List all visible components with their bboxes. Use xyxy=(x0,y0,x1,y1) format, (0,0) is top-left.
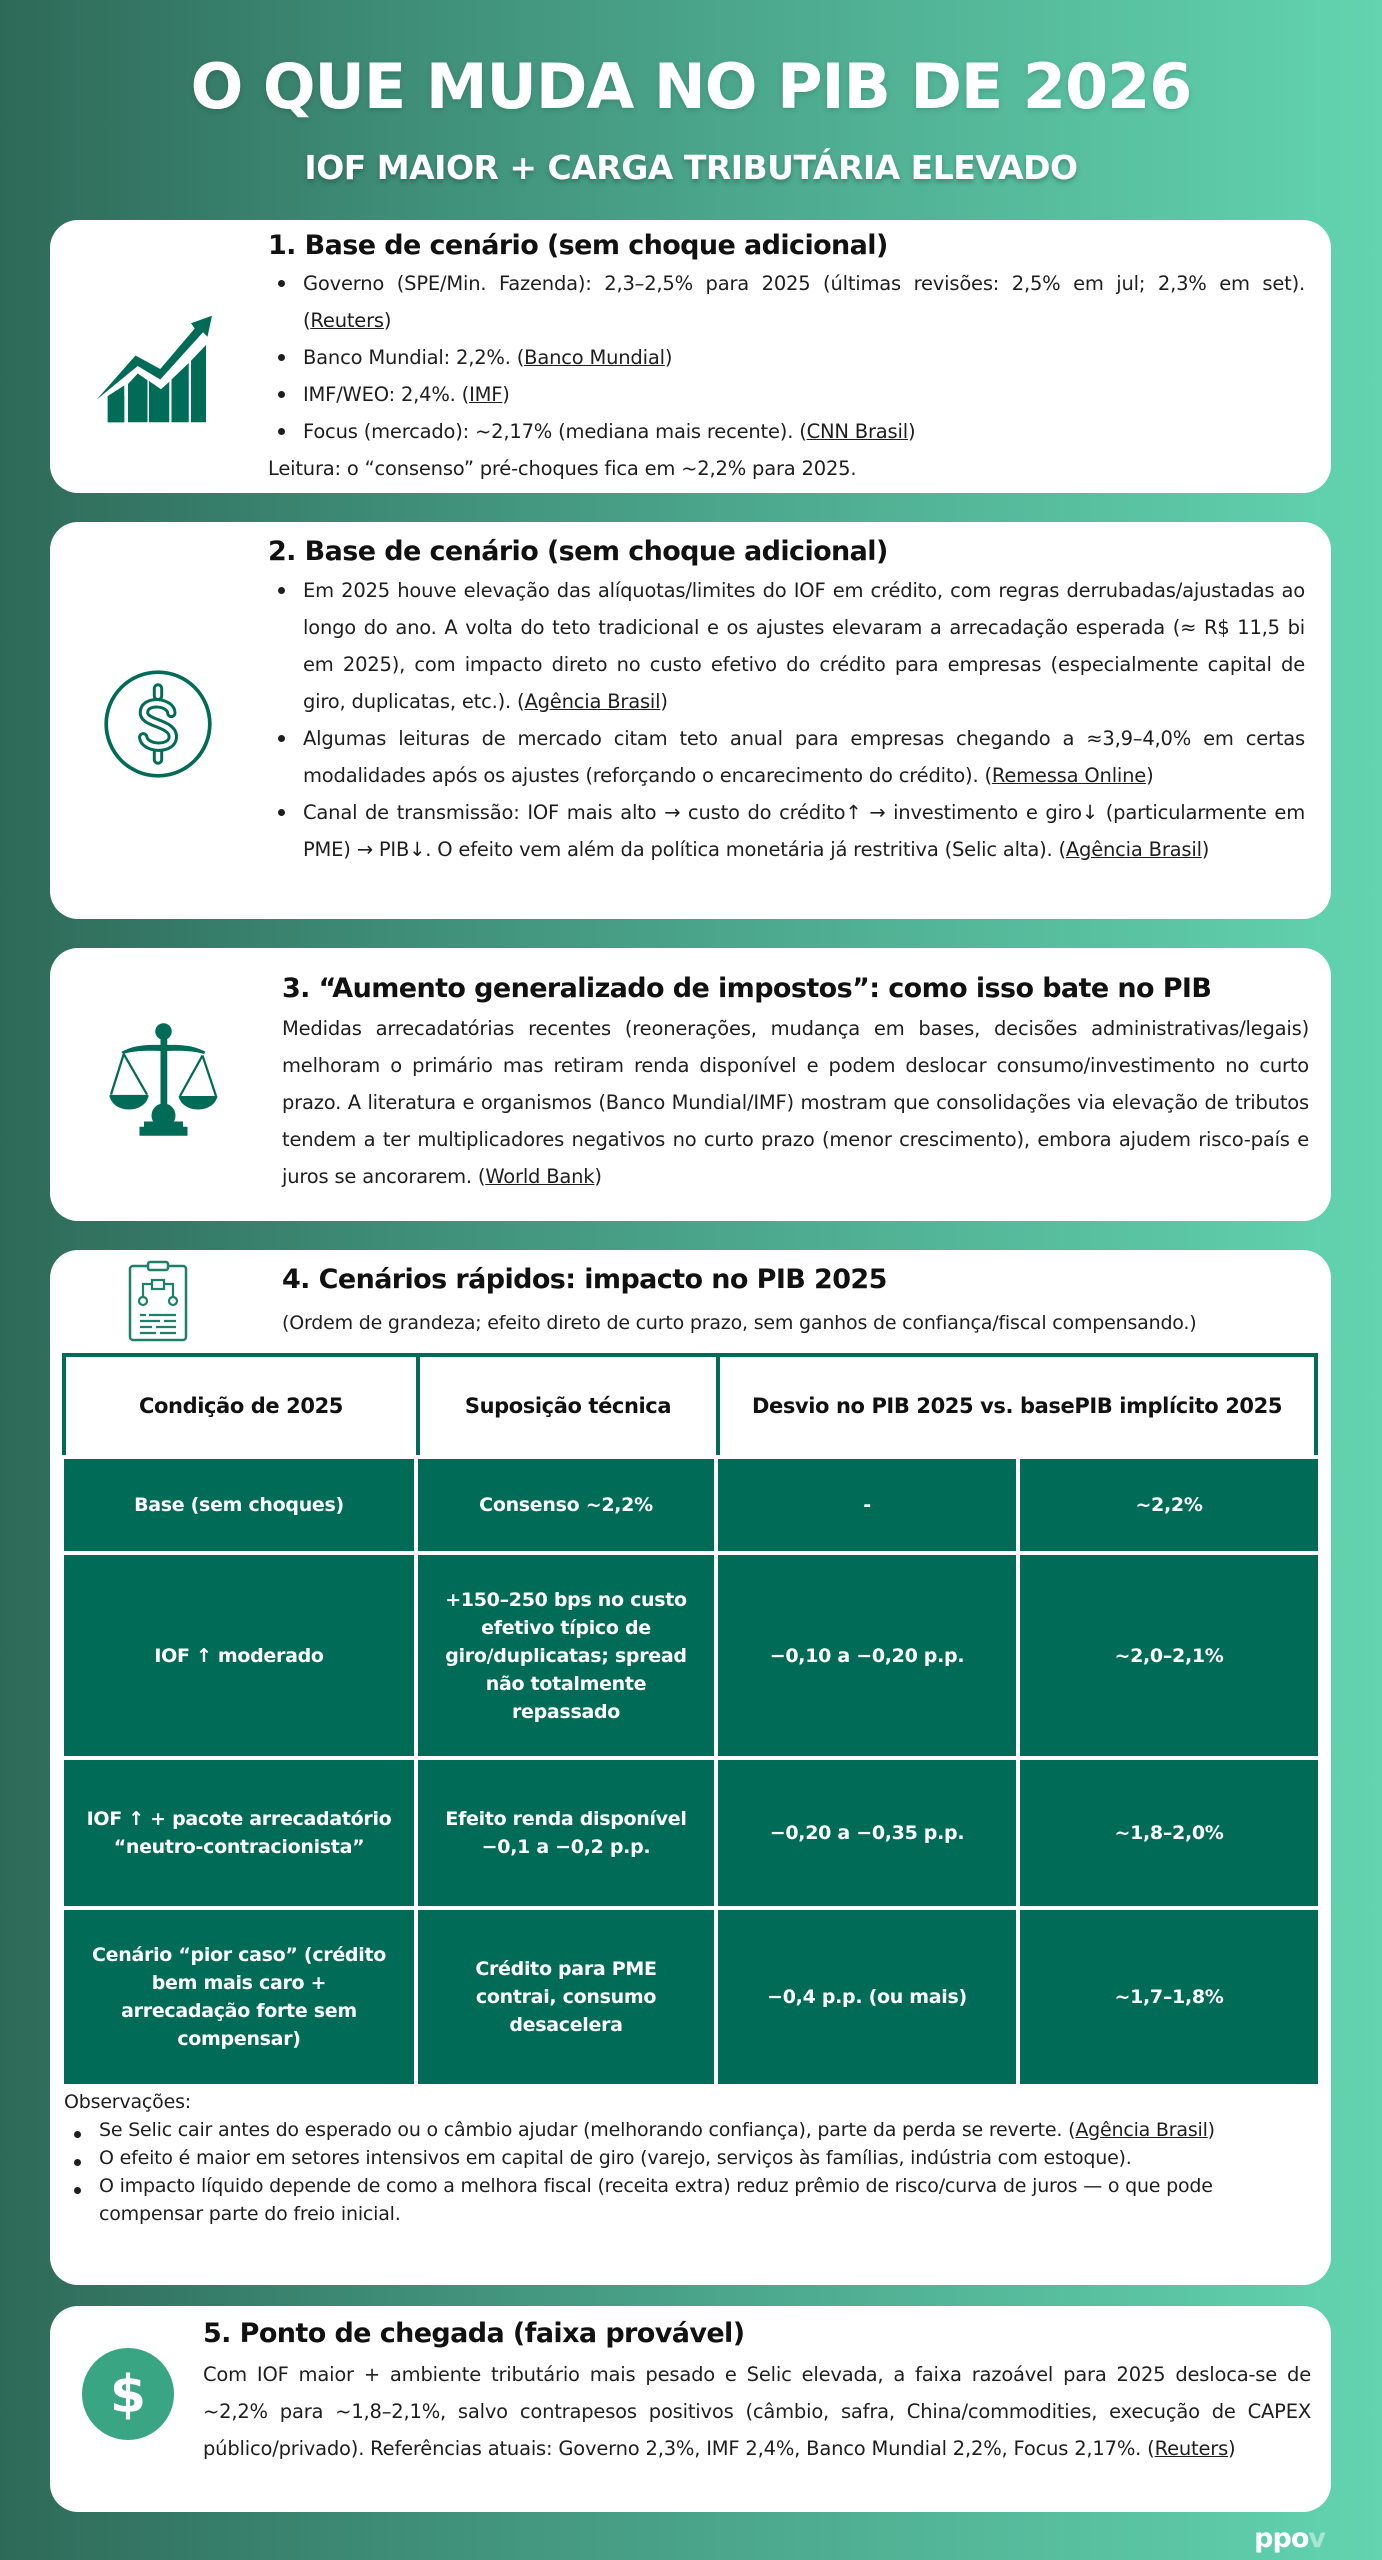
table-cell: Cenário “pior caso” (crédito bem mais caro + arrecadação forte sem compensar) xyxy=(64,1910,414,2084)
source-link-banco-mundial[interactable]: Banco Mundial xyxy=(524,346,665,369)
table-row xyxy=(62,1910,1318,2084)
table-cell: Efeito renda disponível −0,1 a −0,2 p.p. xyxy=(418,1760,714,1906)
section-2-body xyxy=(268,572,1305,868)
table-cell: ~2,0–2,1% xyxy=(1020,1555,1318,1756)
note-item: O impacto líquido depende de como a melhora fiscal (receita extra) reduz prêmio de risco/curva de juros — o que pode compensar parte do freio inicial. xyxy=(64,2172,1314,2228)
section-2-bullets xyxy=(268,572,1305,868)
bullet-item: Em 2025 houve elevação das alíquotas/limites do IOF em crédito, com regras derrubadas/ajustadas ao longo do ano. A volta do teto tradicional e os ajustes elevaram a arrecadação esperada (≈ R$ 11,5 bi em 2025), com impacto direto no custo efetivo do crédito para empresas (especialmente capital de giro, duplicatas, etc.). (Agência Brasil) xyxy=(268,572,1305,720)
source-link-agencia-brasil[interactable]: Agência Brasil xyxy=(1065,838,1202,861)
bullet-item: Algumas leituras de mercado citam teto anual para empresas chegando a ≈3,9–4,0% em certas modalidades após os ajustes (reforçando o encarecimento do crédito). (Remessa Online) xyxy=(268,720,1305,794)
notes-list xyxy=(64,2116,1314,2228)
bullet-item: IMF/WEO: 2,4%. (IMF) xyxy=(268,376,1305,413)
section-2-title: 2. Base de cenário (sem choque adicional) xyxy=(268,536,888,567)
note-item: Se Selic cair antes do esperado ou o câmbio ajudar (melhorando confiança), parte da perda se reverte. (Agência Brasil) xyxy=(64,2116,1314,2144)
source-link-cnn-brasil[interactable]: CNN Brasil xyxy=(806,420,908,443)
table-cell: - xyxy=(718,1459,1016,1551)
table-row xyxy=(62,1760,1318,1906)
dollar-circle-icon xyxy=(84,650,232,798)
section-1-title: 1. Base de cenário (sem choque adicional) xyxy=(268,230,888,261)
table-header-row xyxy=(62,1353,1318,1455)
section-1-reading: Leitura: o “consenso” pré-choques fica em ~2,2% para 2025. xyxy=(268,457,857,480)
table-cell: −0,20 a −0,35 p.p. xyxy=(718,1760,1016,1906)
table-row xyxy=(62,1555,1318,1756)
table-header-cell: Desvio no PIB 2025 vs. basePIB implícito 2025 xyxy=(716,1353,1318,1455)
section-3-body: Medidas arrecadatórias recentes (reonerações, mudança em bases, decisões administrativas/legais) melhoram o primário mas retiram renda disponível e podem deslocar consumo/investimento no curto prazo. A literatura e organismos (Banco Mundial/IMF) mostram que consolidações via elevação de tributos tendem a ter multiplicadores negativos no curto prazo (menor crescimento), embora ajudem risco-país e juros se ancorarem. (World Bank) xyxy=(282,1017,1309,1188)
section-4-subtitle: (Ordem de grandeza; efeito direto de curto prazo, sem ganhos de confiança/fiscal compensando.) xyxy=(282,1312,1197,1334)
bullet-item: Governo (SPE/Min. Fazenda): 2,3–2,5% para 2025 (últimas revisões: 2,5% em jul; 2,3% em set). (Reuters) xyxy=(268,265,1305,339)
source-link-reuters[interactable]: Reuters xyxy=(1154,2437,1229,2460)
growth-chart-icon xyxy=(80,282,230,432)
scenario-table xyxy=(62,1353,1318,2084)
source-link-agencia-brasil[interactable]: Agência Brasil xyxy=(1075,2119,1208,2141)
source-link-reuters[interactable]: Reuters xyxy=(310,309,384,332)
scales-of-justice-icon xyxy=(84,1008,234,1148)
table-row xyxy=(62,1459,1318,1551)
table-cell: +150–250 bps no custo efetivo típico de giro/duplicatas; spread não totalmente repassado xyxy=(418,1555,714,1756)
source-link-imf[interactable]: IMF xyxy=(469,383,503,406)
clipboard-flowchart-icon xyxy=(126,1260,190,1342)
bullet-item: Focus (mercado): ~2,17% (mediana mais recente). (CNN Brasil) xyxy=(268,413,1305,450)
table-cell: Consenso ~2,2% xyxy=(418,1459,714,1551)
section-1-card xyxy=(50,220,1331,493)
notes-label: Observações: xyxy=(64,2091,191,2113)
bullet-item: Canal de transmissão: IOF mais alto → custo do crédito↑ → investimento e giro↓ (particularmente em PME) → PIB↓. O efeito vem além da política monetária já restritiva (Selic alta). (Agência Brasil) xyxy=(268,794,1305,868)
table-header-cell: Condição de 2025 xyxy=(62,1353,416,1455)
table-header-cell: Suposição técnica xyxy=(416,1353,716,1455)
page-title: O QUE MUDA NO PIB DE 2026 xyxy=(190,50,1192,123)
table-cell: −0,4 p.p. (ou mais) xyxy=(718,1910,1016,2084)
section-2-card xyxy=(50,522,1331,919)
table-cell: Crédito para PME contrai, consumo desacelera xyxy=(418,1910,714,2084)
section-5-body: Com IOF maior + ambiente tributário mais pesado e Selic elevada, a faixa razoável para 2025 desloca-se de ~2,2% para ~1,8–2,1%, salvo contrapesos positivos (câmbio, safra, China/commodities, execução de CAPEX público/privado). Referências atuais: Governo 2,3%, IMF 2,4%, Banco Mundial 2,2%, Focus 2,17%. (Reuters) xyxy=(203,2363,1311,2460)
table-cell: ~1,8–2,0% xyxy=(1020,1760,1318,1906)
table-cell: −0,10 a −0,20 p.p. xyxy=(718,1555,1016,1756)
section-1-bullets xyxy=(268,265,1305,450)
table-cell: ~1,7–1,8% xyxy=(1020,1910,1318,2084)
section-5-card xyxy=(50,2306,1331,2512)
section-4-card xyxy=(50,1250,1331,2285)
page-subtitle: IOF MAIOR + CARGA TRIBUTÁRIA ELEVADO xyxy=(304,148,1078,187)
section-1-body xyxy=(268,265,1305,487)
svg-text:$: $ xyxy=(109,2365,147,2425)
source-link-remessa-online[interactable]: Remessa Online xyxy=(991,764,1147,787)
brand-logo: ppov xyxy=(1254,2523,1325,2554)
section-3-title: 3. “Aumento generalizado de impostos”: como isso bate no PIB xyxy=(282,973,1212,1004)
dollar-badge-icon xyxy=(82,2348,174,2440)
table-cell: Base (sem choques) xyxy=(64,1459,414,1551)
section-4-notes xyxy=(64,2088,1314,2228)
section-4-title: 4. Cenários rápidos: impacto no PIB 2025 xyxy=(282,1264,887,1295)
source-link-world-bank[interactable]: World Bank xyxy=(485,1165,595,1188)
note-item: O efeito é maior em setores intensivos em capital de giro (varejo, serviços às famílias, indústria com estoque). xyxy=(64,2144,1314,2172)
table-cell: IOF ↑ + pacote arrecadatório “neutro-contracionista” xyxy=(64,1760,414,1906)
section-5-title: 5. Ponto de chegada (faixa provável) xyxy=(203,2318,745,2349)
bullet-item: Banco Mundial: 2,2%. (Banco Mundial) xyxy=(268,339,1305,376)
table-cell: IOF ↑ moderado xyxy=(64,1555,414,1756)
table-cell: ~2,2% xyxy=(1020,1459,1318,1551)
section-3-card xyxy=(50,948,1331,1221)
source-link-agencia-brasil[interactable]: Agência Brasil xyxy=(524,690,661,713)
